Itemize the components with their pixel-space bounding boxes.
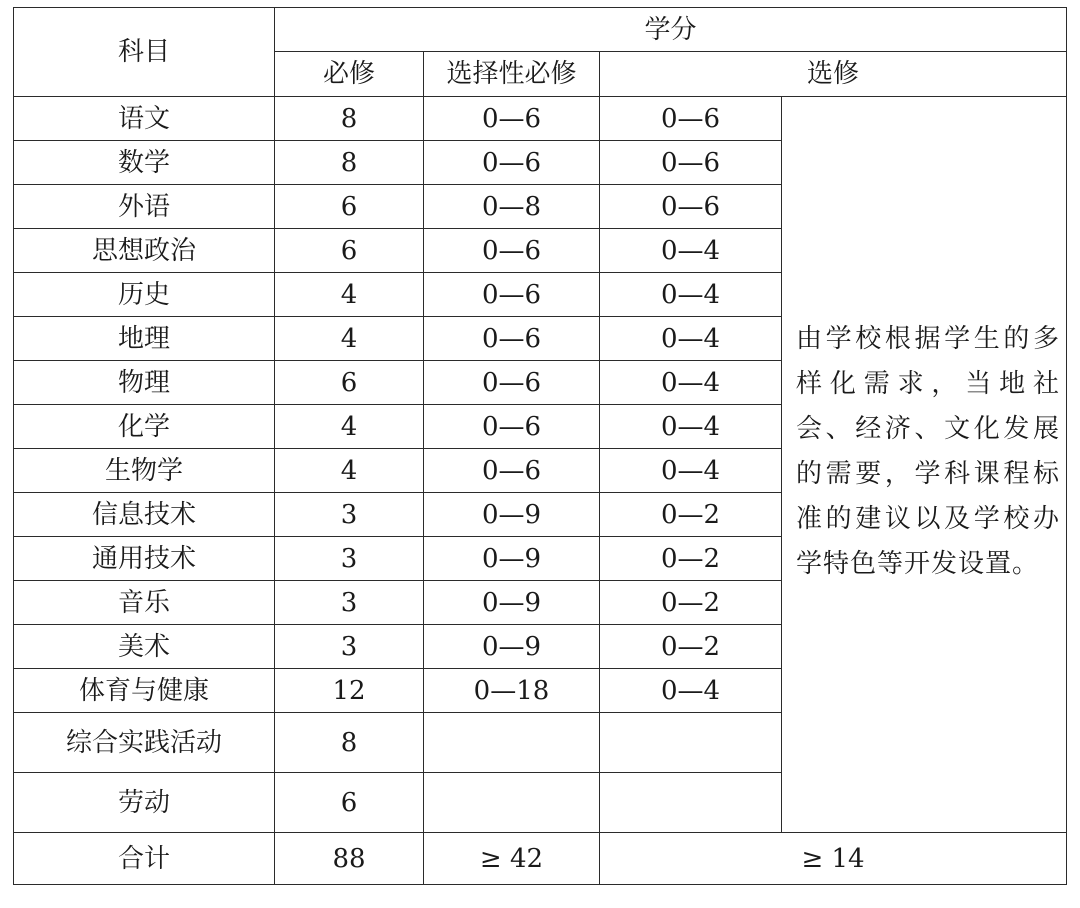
header-elective-required: 选择性必修 bbox=[424, 52, 600, 97]
cell-subject: 劳动 bbox=[14, 773, 275, 833]
cell-elective bbox=[600, 713, 782, 773]
cell-required: 6 bbox=[275, 185, 424, 229]
cell-elective: 0—2 bbox=[600, 581, 782, 625]
cell-elective bbox=[600, 773, 782, 833]
header-credits: 学分 bbox=[275, 8, 1067, 52]
cell-elective: 0—2 bbox=[600, 625, 782, 669]
cell-elective-required: 0—18 bbox=[424, 669, 600, 713]
total-row bbox=[14, 833, 1067, 885]
cell-elective-required: 0—6 bbox=[424, 317, 600, 361]
cell-elective: 0—6 bbox=[600, 97, 782, 141]
cell-elective-required: 0—8 bbox=[424, 185, 600, 229]
cell-required: 4 bbox=[275, 449, 424, 493]
header-elective: 选修 bbox=[600, 52, 1067, 97]
cell-elective-required: 0—9 bbox=[424, 625, 600, 669]
total-label: 合计 bbox=[14, 833, 275, 885]
cell-required: 3 bbox=[275, 493, 424, 537]
cell-elective: 0—4 bbox=[600, 405, 782, 449]
cell-elective-required: 0—6 bbox=[424, 273, 600, 317]
cell-elective-required: 0—6 bbox=[424, 141, 600, 185]
cell-required: 4 bbox=[275, 317, 424, 361]
cell-elective-required: 0—6 bbox=[424, 449, 600, 493]
cell-elective-required: 0—6 bbox=[424, 405, 600, 449]
cell-elective: 0—6 bbox=[600, 185, 782, 229]
cell-required: 12 bbox=[275, 669, 424, 713]
cell-subject: 历史 bbox=[14, 273, 275, 317]
cell-subject: 地理 bbox=[14, 317, 275, 361]
total-required: 88 bbox=[275, 833, 424, 885]
cell-elective-required: 0—6 bbox=[424, 361, 600, 405]
cell-subject: 通用技术 bbox=[14, 537, 275, 581]
cell-subject: 信息技术 bbox=[14, 493, 275, 537]
cell-required: 8 bbox=[275, 713, 424, 773]
cell-elective: 0—2 bbox=[600, 537, 782, 581]
cell-elective-required: 0—6 bbox=[424, 229, 600, 273]
cell-elective: 0—4 bbox=[600, 361, 782, 405]
elective-note: 由学校根据学生的多样化需求，当地社会、经济、文化发展的需要，学科课程标准的建议以及学校办学特色等开发设置。 bbox=[782, 97, 1067, 833]
cell-elective: 0—6 bbox=[600, 141, 782, 185]
cell-elective-required: 0—9 bbox=[424, 493, 600, 537]
cell-required: 3 bbox=[275, 625, 424, 669]
cell-subject: 思想政治 bbox=[14, 229, 275, 273]
cell-elective: 0—2 bbox=[600, 493, 782, 537]
cell-required: 3 bbox=[275, 581, 424, 625]
cell-required: 6 bbox=[275, 773, 424, 833]
cell-elective-required: 0—9 bbox=[424, 537, 600, 581]
cell-required: 8 bbox=[275, 141, 424, 185]
cell-required: 6 bbox=[275, 361, 424, 405]
cell-required: 4 bbox=[275, 273, 424, 317]
cell-elective-required: 0—9 bbox=[424, 581, 600, 625]
cell-subject: 数学 bbox=[14, 141, 275, 185]
cell-subject: 外语 bbox=[14, 185, 275, 229]
credit-table bbox=[13, 7, 1067, 885]
header-required: 必修 bbox=[275, 52, 424, 97]
cell-subject: 体育与健康 bbox=[14, 669, 275, 713]
header-row-1 bbox=[14, 8, 1067, 52]
table-row bbox=[14, 97, 1067, 141]
cell-elective: 0—4 bbox=[600, 229, 782, 273]
cell-elective: 0—4 bbox=[600, 449, 782, 493]
cell-subject: 音乐 bbox=[14, 581, 275, 625]
cell-elective-required bbox=[424, 773, 600, 833]
total-elective: ≥ 14 bbox=[600, 833, 1067, 885]
cell-subject: 化学 bbox=[14, 405, 275, 449]
total-elective-required: ≥ 42 bbox=[424, 833, 600, 885]
cell-subject: 物理 bbox=[14, 361, 275, 405]
cell-subject: 美术 bbox=[14, 625, 275, 669]
cell-elective: 0—4 bbox=[600, 273, 782, 317]
cell-elective: 0—4 bbox=[600, 317, 782, 361]
cell-required: 4 bbox=[275, 405, 424, 449]
cell-required: 6 bbox=[275, 229, 424, 273]
cell-elective-required: 0—6 bbox=[424, 97, 600, 141]
cell-subject: 语文 bbox=[14, 97, 275, 141]
cell-elective-required bbox=[424, 713, 600, 773]
header-subject: 科目 bbox=[14, 8, 275, 97]
cell-required: 3 bbox=[275, 537, 424, 581]
cell-subject: 综合实践活动 bbox=[14, 713, 275, 773]
cell-required: 8 bbox=[275, 97, 424, 141]
cell-subject: 生物学 bbox=[14, 449, 275, 493]
cell-elective: 0—4 bbox=[600, 669, 782, 713]
